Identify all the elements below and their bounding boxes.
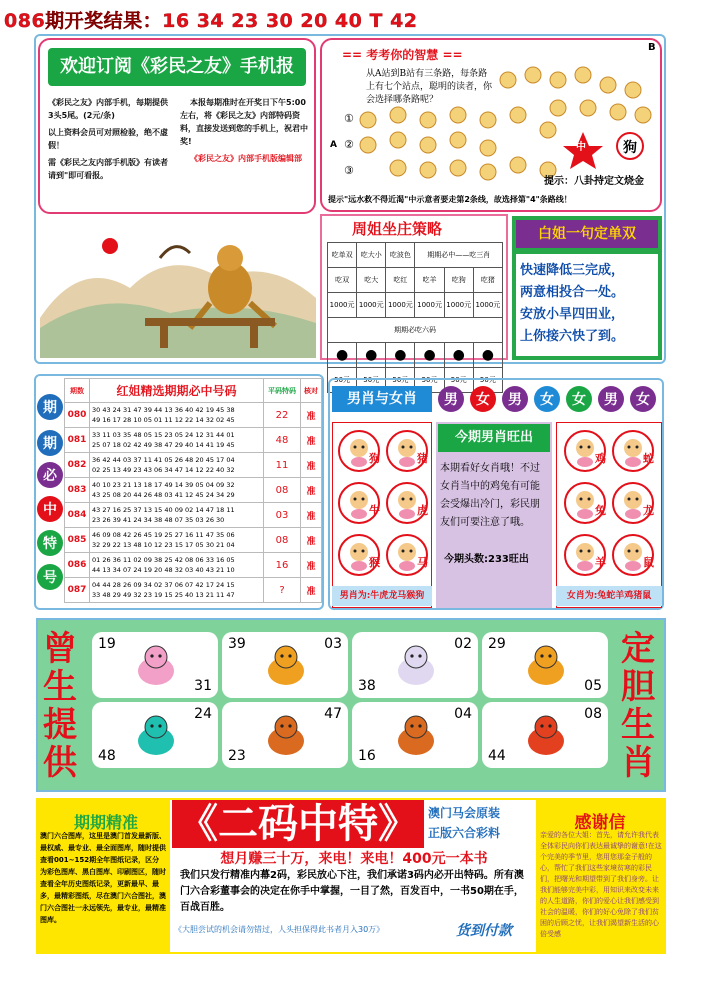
- main-title: 《二码中特》: [172, 800, 424, 848]
- zhou-r1c6: 吃猪: [473, 268, 502, 293]
- gender-ball: 女: [630, 386, 656, 412]
- animal-label: 牛: [369, 504, 380, 517]
- period-row: [65, 578, 322, 603]
- female-animal: [564, 482, 606, 524]
- vertical-char: 肖: [621, 743, 655, 783]
- vertical-char: 胆: [621, 667, 655, 707]
- period-numbers-line1: 40 10 23 21 13 18 17 49 14 39 05 04 09 32: [92, 481, 235, 489]
- period-numbers-line1: 33 11 03 35 48 05 15 23 05 24 12 31 44 01: [92, 431, 235, 439]
- animal-label: 龙: [643, 504, 654, 517]
- period-issue: 087: [65, 578, 90, 603]
- period-row: [65, 478, 322, 503]
- zodiac-animal-icon: [126, 639, 186, 691]
- zhou-dot6: ●: [473, 343, 502, 368]
- period-numbers-line2: 23 26 39 41 24 34 38 48 07 35 03 26 30: [92, 516, 225, 524]
- zhou-r2c6: 1000元: [473, 293, 502, 318]
- zhou-r2c5: 1000元: [444, 293, 473, 318]
- vertical-char: 供: [43, 743, 77, 783]
- side-char-5: 特: [37, 530, 63, 556]
- male-animal: [386, 534, 428, 576]
- subscribe-title: 欢迎订阅《彩民之友》手机报: [48, 48, 306, 86]
- gender-title: 男肖与女肖: [332, 386, 432, 412]
- zodiac-animal-icon: [516, 709, 576, 761]
- subscribe-col2-b: 《彩民之友》内部手机版编辑部: [190, 154, 302, 163]
- zodiac-number: 05: [584, 678, 602, 694]
- gender-balls: [438, 386, 664, 414]
- zhou-r1c5: 吃狗: [444, 268, 473, 293]
- zodiac-number: 39: [228, 636, 246, 652]
- zhou-dot5: ●: [444, 343, 473, 368]
- zhou-dot3: ●: [386, 343, 415, 368]
- zhou-dot4: ●: [415, 343, 444, 368]
- hint-text: 提示：八卦持定文烧金: [544, 176, 644, 187]
- vertical-char: 生: [621, 705, 655, 745]
- period-check: 准: [301, 428, 322, 453]
- period-row: [65, 503, 322, 528]
- zodiac-number: 23: [228, 748, 246, 764]
- period-issue: 085: [65, 528, 90, 553]
- animal-label: 猴: [369, 556, 380, 569]
- male-animal: [386, 430, 428, 472]
- period-check: 准: [301, 553, 322, 578]
- zodiac-cell: [352, 702, 478, 768]
- zodiac-number: 47: [324, 706, 342, 722]
- period-numbers-line2: 25 07 18 02 42 49 38 47 29 40 14 41 19 45: [92, 441, 235, 449]
- zhou-r3c4: 50元: [415, 368, 444, 393]
- zodiac-animal-icon: [386, 639, 446, 691]
- male-footer: 男肖为:牛虎龙马猴狗: [332, 586, 432, 606]
- period-check: 准: [301, 453, 322, 478]
- zhou-r2c4: 1000元: [415, 293, 444, 318]
- period-numbers-line1: 01 26 36 11 02 09 38 25 42 08 06 33 16 05: [92, 556, 235, 564]
- period-numbers-line1: 43 27 16 25 37 13 15 40 09 02 14 47 18 11: [92, 506, 235, 514]
- period-numbers: [90, 478, 264, 503]
- zodiac-cell: [92, 702, 218, 768]
- period-check: 准: [301, 478, 322, 503]
- period-row: [65, 403, 322, 428]
- zodiac-number: 19: [98, 636, 116, 652]
- right-title: 感谢信: [574, 813, 626, 833]
- side-char-3: 必: [37, 462, 63, 488]
- zhou-r2c3: 1000元: [386, 293, 415, 318]
- period-check: 准: [301, 528, 322, 553]
- zhou-r1c1: 吃双: [328, 268, 357, 293]
- right-vertical-text: [616, 630, 660, 782]
- period-header-check: 核对: [301, 379, 322, 403]
- vertical-char: 定: [621, 629, 655, 669]
- period-row: [65, 528, 322, 553]
- baijie-poem-line3: 安放小旱四田业，: [520, 307, 625, 322]
- gender-ball: 男: [598, 386, 624, 412]
- puzzle-animals-illustration: [358, 60, 658, 190]
- gender-ball: 女: [566, 386, 592, 412]
- period-numbers: [90, 578, 264, 603]
- period-numbers: [90, 528, 264, 553]
- period-header-code: 平码特码: [264, 379, 301, 403]
- baijie-poem-box: [516, 254, 658, 356]
- female-animal: [612, 534, 654, 576]
- bottom-quote: 《大胆尝试的机会请勿错过，人头担保得此书者月入30万》: [174, 925, 385, 934]
- zhou-panel: [320, 214, 508, 384]
- subscribe-col1-a: 《彩民之友》内部手机，每期提供3头5尾。(2元/条): [48, 98, 168, 120]
- period-issue: 086: [65, 553, 90, 578]
- vertical-char: 曾: [43, 629, 77, 669]
- period-code: 22: [264, 403, 301, 428]
- male-animal: [338, 430, 380, 472]
- vertical-char: 提: [43, 705, 77, 745]
- female-animal: [612, 482, 654, 524]
- period-numbers-line2: 32 29 22 13 48 10 12 23 15 17 05 30 21 04: [92, 541, 235, 549]
- zodiac-number: 02: [454, 636, 472, 652]
- zodiac-cell: [352, 632, 478, 698]
- baijie-poem-line4: 上你接六快了到。: [520, 329, 625, 344]
- side-char-4: 中: [37, 496, 63, 522]
- wisdom-panel: [320, 38, 662, 212]
- zodiac-number: 48: [98, 748, 116, 764]
- today-count: 今期头数:233旺出: [444, 554, 529, 565]
- gender-ball: 女: [534, 386, 560, 412]
- zodiac-number: 38: [358, 678, 376, 694]
- period-code: 08: [264, 478, 301, 503]
- period-numbers: [90, 403, 264, 428]
- zhou-h3: 吃波色: [386, 243, 415, 268]
- zodiac-cell: [482, 702, 608, 768]
- period-code: 11: [264, 453, 301, 478]
- zodiac-cell: [482, 632, 608, 698]
- cash-on-delivery: 货到付款: [456, 923, 512, 939]
- zhou-r3c2: 50元: [357, 368, 386, 393]
- zhou-r3c5: 50元: [444, 368, 473, 393]
- period-code: ?: [264, 578, 301, 603]
- wisdom-footer: 提示"远水救不得近渴"中示意者要走第2条线，故选择第"4"条路线！: [328, 195, 572, 204]
- male-animal: [338, 534, 380, 576]
- zhou-r2c1: 1000元: [328, 293, 357, 318]
- bottom-left-title: 期期精准: [73, 813, 138, 832]
- zodiac-cell: [222, 632, 348, 698]
- period-header-issue: 期数: [65, 379, 90, 403]
- animal-label: 羊: [595, 556, 606, 569]
- female-footer: 女肖为:兔蛇羊鸡猪鼠: [556, 586, 662, 606]
- route-number-2: ②: [344, 138, 354, 151]
- baijie-poem-line2: 两意相投合一处。: [520, 285, 625, 300]
- zodiac-number: 44: [488, 748, 506, 764]
- label-a: A: [330, 140, 337, 150]
- female-animal: [564, 534, 606, 576]
- period-numbers-line2: 33 48 29 49 32 23 19 15 25 40 13 21 11 47: [92, 591, 235, 599]
- zhou-title: 周姐坐庄策略: [352, 220, 443, 238]
- slogan: 想月赚三十万，来电！来电！400元一本书: [220, 851, 488, 867]
- subscribe-col2-a: 本报每期准时在开奖日下午5:00左右，将《彩民之友》内部特码资料，直接发送到您的手机上，祝君中奖!: [180, 98, 308, 146]
- gender-ball: 男: [438, 386, 464, 412]
- zhou-subheader: 期期必吃六码: [328, 318, 503, 343]
- period-numbers: [90, 428, 264, 453]
- period-numbers-line2: 43 25 08 20 44 26 48 03 41 12 45 24 34 29: [92, 491, 235, 499]
- animal-label: 兔: [595, 504, 606, 517]
- wisdom-question: 从A站到B站有三条路，每条路上有七个站点，聪明的读者，你会选择哪条路呢？: [366, 69, 493, 105]
- period-check: 准: [301, 503, 322, 528]
- wisdom-title: == 考考你的智慧 ==: [342, 48, 463, 62]
- bottom-body: 我们只发行精准内幕2码，彩民放心下注，我们承诺3码内必开出特码。所有澳门六合彩董事会的决定在你手中掌握，一目了然，百发百中，一书50期在手，百战百胜。: [180, 870, 524, 913]
- period-numbers-line1: 04 44 28 26 09 34 02 37 06 07 42 17 24 15: [92, 581, 235, 589]
- zodiac-animal-icon: [516, 639, 576, 691]
- period-table: [64, 378, 322, 603]
- label-b: B: [648, 42, 656, 53]
- male-animal: [338, 482, 380, 524]
- side-line-2: 正版六合彩料: [428, 826, 501, 840]
- period-side-column: [36, 376, 64, 608]
- zodiac-animal-icon: [386, 709, 446, 761]
- period-issue: 083: [65, 478, 90, 503]
- side-line-1: 澳门马会原装: [428, 806, 501, 820]
- zhou-h1: 吃单双: [328, 243, 357, 268]
- zhou-h2: 吃大小: [357, 243, 386, 268]
- zhou-table: [327, 242, 503, 393]
- zhou-r1c3: 吃红: [386, 268, 415, 293]
- zhou-r1c4: 吃羊: [415, 268, 444, 293]
- period-check: 准: [301, 578, 322, 603]
- period-issue: 081: [65, 428, 90, 453]
- zodiac-animal-icon: [256, 639, 316, 691]
- female-animal: [612, 430, 654, 472]
- period-numbers: [90, 503, 264, 528]
- zhou-r3c6: 50元: [473, 368, 502, 393]
- period-row: [65, 553, 322, 578]
- male-animal: [386, 482, 428, 524]
- zodiac-number: 16: [358, 748, 376, 764]
- period-header-numbers: 红姐精选期期必中号码: [90, 379, 264, 403]
- left-vertical-text: [40, 630, 80, 782]
- side-char-2: 期: [37, 430, 63, 456]
- monkey-illustration: [40, 218, 316, 358]
- period-row: [65, 428, 322, 453]
- vertical-char: 生: [43, 667, 77, 707]
- period-numbers: [90, 453, 264, 478]
- period-issue: 080: [65, 403, 90, 428]
- gender-ball: 女: [470, 386, 496, 412]
- period-numbers-line1: 46 09 08 42 26 45 19 25 27 16 11 47 35 06: [92, 531, 235, 539]
- zhou-dot1: ●: [328, 343, 357, 368]
- period-code: 03: [264, 503, 301, 528]
- baijie-poem-line1: 快速降低三完成，: [520, 263, 625, 278]
- zodiac-number: 03: [324, 636, 342, 652]
- draw-result-headline: 086期开奖结果：16 34 23 30 20 40 T 42: [4, 10, 418, 32]
- animal-label: 鼠: [643, 556, 654, 569]
- animal-label: 狗: [369, 452, 380, 465]
- zhou-r1c2: 吃大: [357, 268, 386, 293]
- zodiac-animal-icon: [126, 709, 186, 761]
- period-numbers: [90, 553, 264, 578]
- period-numbers-line2: 44 13 34 07 24 19 20 48 32 03 40 43 21 10: [92, 566, 235, 574]
- period-code: 08: [264, 528, 301, 553]
- today-text: 本期看好女肖哦！不过女肖当中的鸡兔有可能会受爆出冷门，彩民朋友们可要注意了哦。: [440, 463, 540, 528]
- animal-label: 猪: [417, 452, 428, 465]
- hint-center-char: 中: [576, 142, 586, 153]
- animal-label: 马: [417, 556, 428, 569]
- period-row: [65, 453, 322, 478]
- zodiac-cell: [222, 702, 348, 768]
- period-numbers-line1: 36 42 44 03 37 11 41 05 26 48 20 45 17 04: [92, 456, 235, 464]
- period-check: 准: [301, 403, 322, 428]
- zodiac-number: 08: [584, 706, 602, 722]
- subscribe-col1-b: 以上资料会员可对照检验，绝不虚假！: [48, 128, 168, 150]
- zhou-dot2: ●: [357, 343, 386, 368]
- zodiac-number: 31: [194, 678, 212, 694]
- right-text: 亲爱的各位大姐：首先，请允许我代表全体彩民向你们表达最诚挚的谢意!在这个完美的季节里，您用您那金子般的心，帮忙了我们这些家境贫寒的彩民们，把曙光和期望带到了我们身旁。让我们能够完美中彩，用知识来改变未来的人生道路，你们的爱心让我们感受到社会的温暖，你们的好心免除了我们贫困的后顾之忧，让我们渴望新生活的心倍受感: [540, 831, 662, 938]
- animal-label: 虎: [417, 504, 428, 517]
- animal-label: 鸡: [595, 452, 606, 465]
- period-numbers-line1: 30 43 24 31 47 39 44 13 36 40 42 19 45 38: [92, 406, 235, 414]
- route-number-1: ①: [344, 112, 354, 125]
- baijie-title: 白姐一句定单双: [516, 220, 658, 248]
- baijie-panel: [512, 216, 662, 360]
- bottom-left-text: 澳门六合图库，这里是澳门首发最新版、最权威、最专业、最全面图库，随时提供查看001~152期全年图纸记录，区分为彩色图库、黑白图库、印刷图区，随时查看全年历史图纸记录，更新最早、最多，最精彩图纸，尽在澳门六合图社，澳门六合图社一永远领先，最专业，最精准图库。: [40, 832, 166, 924]
- route-number-3: ③: [344, 164, 354, 177]
- side-char-1: 期: [37, 394, 63, 420]
- period-numbers-line2: 49 16 17 28 10 05 01 11 12 22 14 32 02 45: [92, 416, 235, 424]
- period-code: 48: [264, 428, 301, 453]
- female-animal: [564, 430, 606, 472]
- zhou-r2c2: 1000元: [357, 293, 386, 318]
- zhou-h4: 期期必中——吃三肖: [415, 243, 503, 268]
- period-issue: 082: [65, 453, 90, 478]
- period-code: 16: [264, 553, 301, 578]
- zhou-r3c3: 50元: [386, 368, 415, 393]
- gender-ball: 男: [502, 386, 528, 412]
- period-issue: 084: [65, 503, 90, 528]
- animal-label: 蛇: [643, 452, 654, 465]
- zodiac-number: 29: [488, 636, 506, 652]
- hint-animal-badge: 狗: [616, 132, 644, 160]
- today-title: 今期男肖旺出: [438, 424, 550, 452]
- period-numbers-line2: 02 25 13 49 23 43 06 34 47 14 12 22 40 32: [92, 466, 235, 474]
- zodiac-number: 04: [454, 706, 472, 722]
- subscribe-panel: [38, 38, 316, 214]
- zhou-r3c1: 50元: [328, 368, 357, 393]
- zodiac-cell: [92, 632, 218, 698]
- side-char-6: 号: [37, 564, 63, 590]
- subscribe-col1-c: 需《彩民之友内部手机版》有读者请到"即可看报。: [48, 158, 168, 180]
- zodiac-animal-icon: [256, 709, 316, 761]
- zodiac-number: 24: [194, 706, 212, 722]
